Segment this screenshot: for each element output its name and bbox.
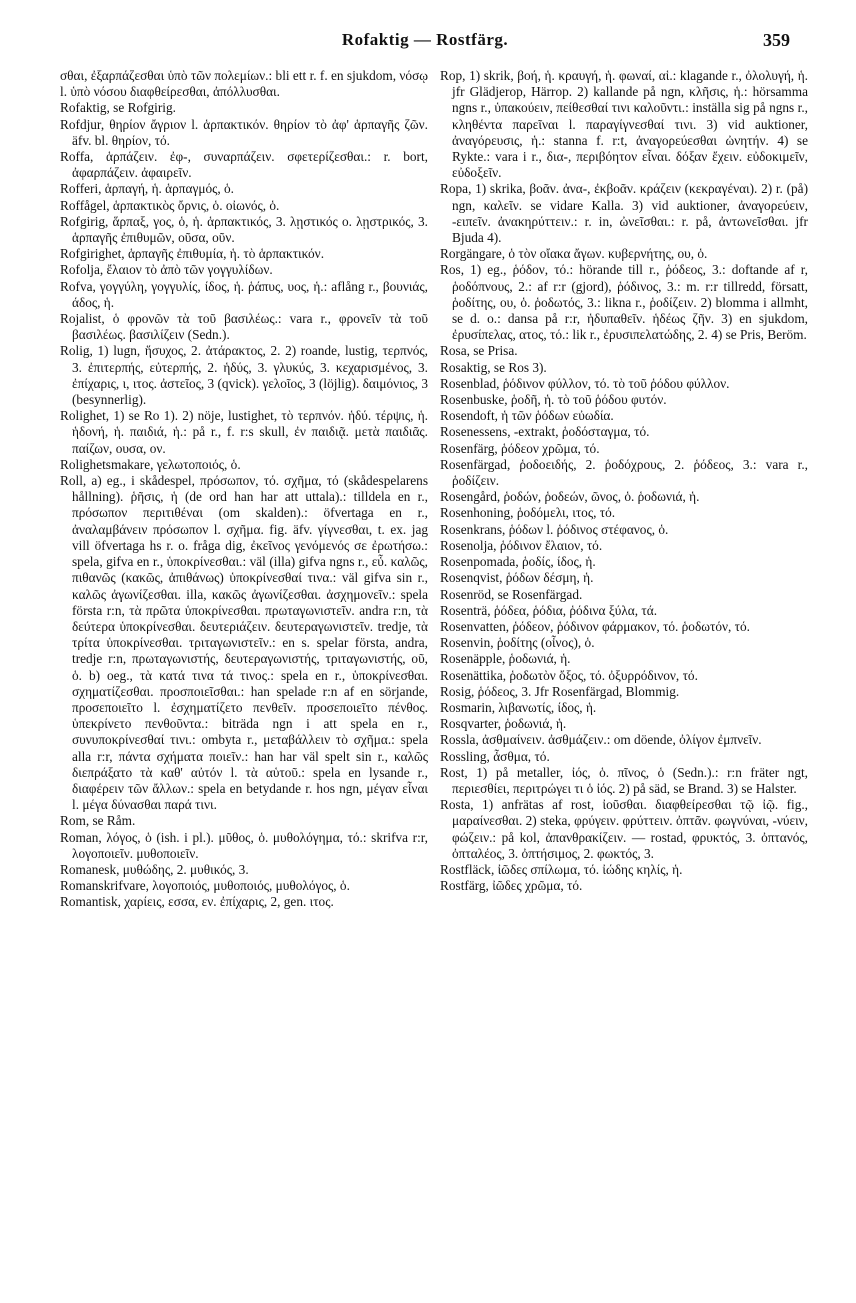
dictionary-entry: Rosenpomada, ῥοδίς, ίδος, ἡ. bbox=[440, 554, 596, 570]
dictionary-entry: Rofolja, ἔλαιον τὸ ἀπὸ τῶν γογγυλίδων. bbox=[60, 262, 273, 278]
dictionary-entry: Roll, a) eg., i skådespel, πρόσωπον, τό. σχῆμα, τό (skådespelarens hållning). ῥῆσις, ἡ (de ord han har att uttala).: tilldela en r., πρόσωπον περιτιθέναι (om skalden).: öfvertaga en r., ἀναλαμβάνειν πρόσωπον l. σχῆμα. fig. äfv. γίγνεσθαι, t. ex. jag vill öfvertaga hs r. o. fråga dig, ἐκεῖνος γενόμενός σε ἐρωτήσω.: spela, gifva en r., ὑποκρίνεσθαι.: väl (illa) gifva ngns r., εὖ. καλῶς, πιθανῶς (κακῶς, ἀπιθάνως) ὑποκρίνεσθαί τινα.: väl gifva sin r., καλῶς ἀγωνίζεσθαι. illa, κακῶς ἀγωνίζεσθαι. ἀσχημονεῖν.: spela första r:n, τὰ πρῶτα ὑποκρίνεσθαι. πρωταγωνιστεῖν. andra r:n, τὰ δεύτερα ὑποκρίνεσθαι. δευτεριάζειν. δευτεραγωνιστεῖν. tredje, τὰ τρίτα ὑποκρίνεσθαι. τριταγωνιστεῖν.: en s. spelar första, andra, tredje r:n, πρωταγωνιστής, δευτεραγωνιστής, τριταγωνιστής, οῦ, ὁ. b) oeg., τὰ κατά τινα τά τινος.: spela en r., ὑποκρίνεσθαι. σχηματίζεσθαι. προσποιεῖσθαι.: han spelade r:n af en sörjande, προσεποιεῖτο l. ἐσχηματίζετο πενθεῖν. προσεποιεῖτο πένθος. ὑπεκρίνετο πενθοῦντα.: biträda ngn i att spela en r., συνυποκρίνεσθαί τινι.: ombyta r., μεταβάλλειν τὸ σχῆμα.: spela alla r:r, πάντα σχήματα ποιεῖν.: han har väl spelt sin r., καλῶς διεπράξατο τὰ καθ' αὐτόν l. τὰ αὑτοῦ.: spela en lysande r., διαφέρειν τῶν ἄλλων.: spela en betydande r. hos ngn, μέγαν εἶναι l. μέγα δύνασθαι παρά τινι. bbox=[60, 473, 428, 813]
dictionary-entry: Rosta, 1) anfrätas af rost, ἰοῦσθαι. διαφθείρεσθαι τῷ ἰῷ. fig., μαραίνεσθαι. 2) steka, φρύγειν. φρύττειν. ὀπτᾶν. φωγνύναι, -νύειν, φώζειν.: på kol, ἀπανθρακίζειν. — rostad, φρυκτός, 3. ὀπτανός, ὀπταλέος, 3. ὀπτήσιμος, 2. φωκτός, 3. bbox=[440, 797, 808, 861]
running-title: Rofaktig — Rostfärg. bbox=[341, 30, 509, 49]
dictionary-entry: Romanskrifvare, λογοποιός, μυθοποιός, μυθολόγος, ὁ. bbox=[60, 878, 350, 894]
dictionary-entry: Rosengård, ῥοδών, ῥοδεών, ῶνος, ὁ. ῥοδωνιά, ἡ. bbox=[440, 489, 700, 505]
dictionary-entry: Rosig, ῥόδεος, 3. Jfr Rosenfärgad, Blommig. bbox=[440, 683, 680, 699]
dictionary-entry: Rosenblad, ῥόδινον φύλλον, τό. τὸ τοῦ ῥόδου φύλλον. bbox=[440, 375, 730, 391]
dictionary-entry: Roffågel, ἁρπακτικὸς ὄρνις, ὁ. οἰωνός, ὁ. bbox=[60, 197, 280, 213]
dictionary-entry: Roffa, ἁρπάζειν. ἐφ-, συναρπάζειν. σφετερίζεσθαι.: r. bort, ἀφαρπάζειν. ἀφαιρεῖν. bbox=[60, 149, 428, 181]
dictionary-entry: Rosenfärg, ῥόδεον χρῶμα, τό. bbox=[440, 440, 600, 456]
dictionary-entry: Rop, 1) skrik, βοή, ἡ. κραυγή, ἡ. φωναί, αἱ.: klagande r., ὀλολυγή, ἡ. jfr Glädjerop, Härrop. 2) kallande på ngn, κλῆσις, ἡ.: hörsamma ngns r., ὑπακούειν, πείθεσθαί τινι καλοῦντι.: inställa sig på ngns r., κληθέντα παρεῖναι l. παραγίγνεσθαί τινι. 3) vid auktioner, ἀναγόρευσις, ἡ.: stanna f. r:t, ἀναγορεύεσθαι ὠνητήν. 4) se Rykte.: vara i r., δια-, περιβόητον εἶναι. δόξαν ἔχειν. εὐδοκιμεῖν, εὐδοξεῖν. bbox=[440, 68, 808, 181]
dictionary-entry: Rosenkrans, ῥόδων l. ῥόδινος στέφανος, ὁ. bbox=[440, 521, 669, 537]
dictionary-entry: Rosa, se Prisa. bbox=[440, 343, 518, 359]
dictionary-entry: Rosendoft, ἡ τῶν ῥόδων εὐωδία. bbox=[440, 408, 614, 424]
dictionary-entry: Rostfläck, ἰῶδες σπίλωμα, τό. ἰώδης κηλίς, ἡ. bbox=[440, 861, 683, 877]
dictionary-entry: Rosenträ, ῥόδεα, ῥόδια, ῥόδινα ξύλα, τά. bbox=[440, 602, 658, 618]
dictionary-entry: Rolighet, 1) se Ro 1). 2) nöje, lustighet, τὸ τερπνόν. ἡδύ. τέρψις, ἡ. ἡδονή, ἡ. παιδιά, ἡ.: på r., f. r:s skull, ἐν παιδιᾷ. μετὰ παιδιᾶς. παίζων, ουσα, ον. bbox=[60, 408, 428, 456]
dictionary-entry: Rorgängare, ὁ τὸν οἴακα ἄγων. κυβερνήτης, ου, ὁ. bbox=[440, 246, 708, 262]
dictionary-entry: Romanesk, μυθώδης, 2. μυθικός, 3. bbox=[60, 861, 249, 877]
dictionary-entry: Roman, λόγος, ὁ (ish. i pl.). μῦθος, ὁ. μυθολόγημα, τό.: skrifva r:r, λογοποιεῖν. μυθοποιεῖν. bbox=[60, 829, 428, 861]
dictionary-entry: Rosenhoning, ῥοδόμελι, ιτος, τό. bbox=[440, 505, 616, 521]
dictionary-entry: Rolig, 1) lugn, ἥσυχος, 2. ἀτάρακτος, 2. 2) roande, lustig, τερπνός, 3. ἐπιτερπής, εὐτερπής, 2. ἡδύς, 3. γλυκύς, 3. κεχαρισμένος, 3. ἐπίχαρις, ι, ιτος. ἀστεῖος, 3 (qvick). γελοῖος, 3 (löjlig). δαιμόνιος, 3 (besynnerlig). bbox=[60, 343, 428, 408]
dictionary-entry: Rofgirig, ἅρπαξ, γος, ὁ, ἡ. ἁρπακτικός, 3. λῃστικός o. λῃστρικός, 3. ἁρπαγῆς ἐπιθυμῶν, οῦσα, οῦν. bbox=[60, 213, 428, 246]
left-column bbox=[60, 68, 428, 1298]
dictionary-entry: Rosenfärgad, ῥοδοειδής, 2. ῥοδόχρους, 2. ῥόδεος, 3.: vara r., ῥοδίζειν. bbox=[440, 456, 808, 489]
right-column bbox=[440, 68, 808, 1298]
dictionary-entry: Rosenolja, ῥόδινον ἔλαιον, τό. bbox=[440, 537, 603, 553]
dictionary-entry: Rom, se Råm. bbox=[60, 813, 136, 829]
page-header bbox=[60, 30, 790, 56]
dictionary-entry: Rosenättika, ῥοδωτὸν ὄξος, τό. ὀξυρρόδινον, τό. bbox=[440, 667, 698, 683]
dictionary-entry: Rossla, ἀσθμαίνειν. ἀσθμάζειν.: om döende, ὀλίγον ἐμπνεῖν. bbox=[440, 732, 762, 748]
dictionary-entry: Rojalist, ὁ φρονῶν τὰ τοῦ βασιλέως.: vara r., φρονεῖν τὰ τοῦ βασιλέως. βασιλίζειν (Sedn.). bbox=[60, 311, 428, 343]
dictionary-entry: Rosenäpple, ῥοδωνιά, ἡ. bbox=[440, 651, 571, 667]
page-number: 359 bbox=[763, 30, 790, 50]
dictionary-entry: Rosenvin, ῥοδίτης (οἶνος), ὁ. bbox=[440, 635, 595, 651]
dictionary-entry: Rolighetsmakare, γελωτοποιός, ὁ. bbox=[60, 456, 241, 472]
dictionary-entry: Rofaktig, se Rofgirig. bbox=[60, 100, 176, 116]
dictionary-entry: Rosenessens, -extrakt, ῥοδόσταγμα, τό. bbox=[440, 424, 650, 440]
entry-continuation: σθαι, ἐξαρπάζεσθαι ὑπὸ τῶν πολεμίων.: bli ett r. f. en sjukdom, νόσῳ l. ὑπὸ νόσου διαφθείρεσθαι, ἀπόλλυσθαι. bbox=[60, 68, 428, 100]
dictionary-entry: Rofferi, ἁρπαγή, ἡ. ἁρπαγμός, ὁ. bbox=[60, 181, 234, 197]
dictionary-entry: Romantisk, χαρίεις, εσσα, εν. ἐπίχαρις, 2, gen. ιτος. bbox=[60, 894, 334, 910]
dictionary-entry: Rosenröd, se Rosenfärgad. bbox=[440, 586, 583, 602]
dictionary-entry: Rostfärg, ἰῶδες χρῶμα, τό. bbox=[440, 878, 583, 894]
dictionary-entry: Rofgirighet, ἁρπαγῆς ἐπιθυμία, ἡ. τὸ ἁρπακτικόν. bbox=[60, 246, 325, 262]
dictionary-entry: Rosenqvist, ῥόδων δέσμη, ἡ. bbox=[440, 570, 594, 586]
dictionary-entry: Rossling, ἆσθμα, τό. bbox=[440, 748, 550, 764]
dictionary-entry: Rofva, γογγύλη, γογγυλίς, ίδος, ἡ. ῥάπυς, υος, ἡ.: aflång r., βουνιάς, άδος, ἡ. bbox=[60, 278, 428, 310]
dictionary-entry: Ros, 1) eg., ῥόδον, τό.: hörande till r., ῥόδεος, 3.: doftande af r, ῥοδόπνους, 2.: af r:r (gjord), ῥόδινος, 3.: m. r:r tillredd, försatt, ῥοδίτης, ου, ὁ. ῥοδωτός, 3.: likna r., ῥοδίζειν. 2) blomma i allmht, se d. o.: dansa på r:r, ἡδυπαθεῖν. ἡδέως ζῆν. 3) en sjukdom, ἐρυσίπελας, ατος, τό.: lik r., ἐρυσιπελατώδης, 2. 4) se Pris, Beröm. bbox=[440, 262, 808, 343]
dictionary-entry: Rosmarin, λιβανωτίς, ίδος, ἡ. bbox=[440, 699, 597, 715]
dictionary-entry: Rofdjur, θηρίον ἄγριον l. ἁρπακτικόν. θηρίον τὸ ἀφ' ἁρπαγῆς ζῶν. äfv. bl. θηρίον, τό. bbox=[60, 116, 428, 148]
dictionary-entry: Rosqvarter, ῥοδωνιά, ἡ. bbox=[440, 716, 567, 732]
dictionary-entry: Rost, 1) på metaller, ἰός, ὁ. πῖνος, ὁ (Sedn.).: r:n fräter ngt, περιεσθίει, περιτρώγει τι ὁ ἰός. 2) på säd, se Brand. 3) se Halster. bbox=[440, 764, 808, 796]
dictionary-entry: Rosenbuske, ῥοδῆ, ἡ. τὸ τοῦ ῥόδου φυτόν. bbox=[440, 392, 667, 408]
dictionary-entry: Ropa, 1) skrika, βοᾶν. ἀνα-, ἐκβοᾶν. κράζειν (κεκραγέναι). 2) r. (på) ngn, καλεῖν. se vidare Kalla. 3) vid auktioner, ἀναγορεύειν, -ειπεῖν. ἀνακηρύττειν.: r. in, ὠνεῖσθαι.: r. på, ἀντωνεῖσθαι. jfr Bjuda 4). bbox=[440, 181, 808, 246]
dictionary-entry: Rosenvatten, ῥόδεον, ῥόδινον φάρμακον, τό. ῥοδωτόν, τό. bbox=[440, 618, 750, 634]
dictionary-entry: Rosaktig, se Ros 3). bbox=[440, 359, 547, 375]
